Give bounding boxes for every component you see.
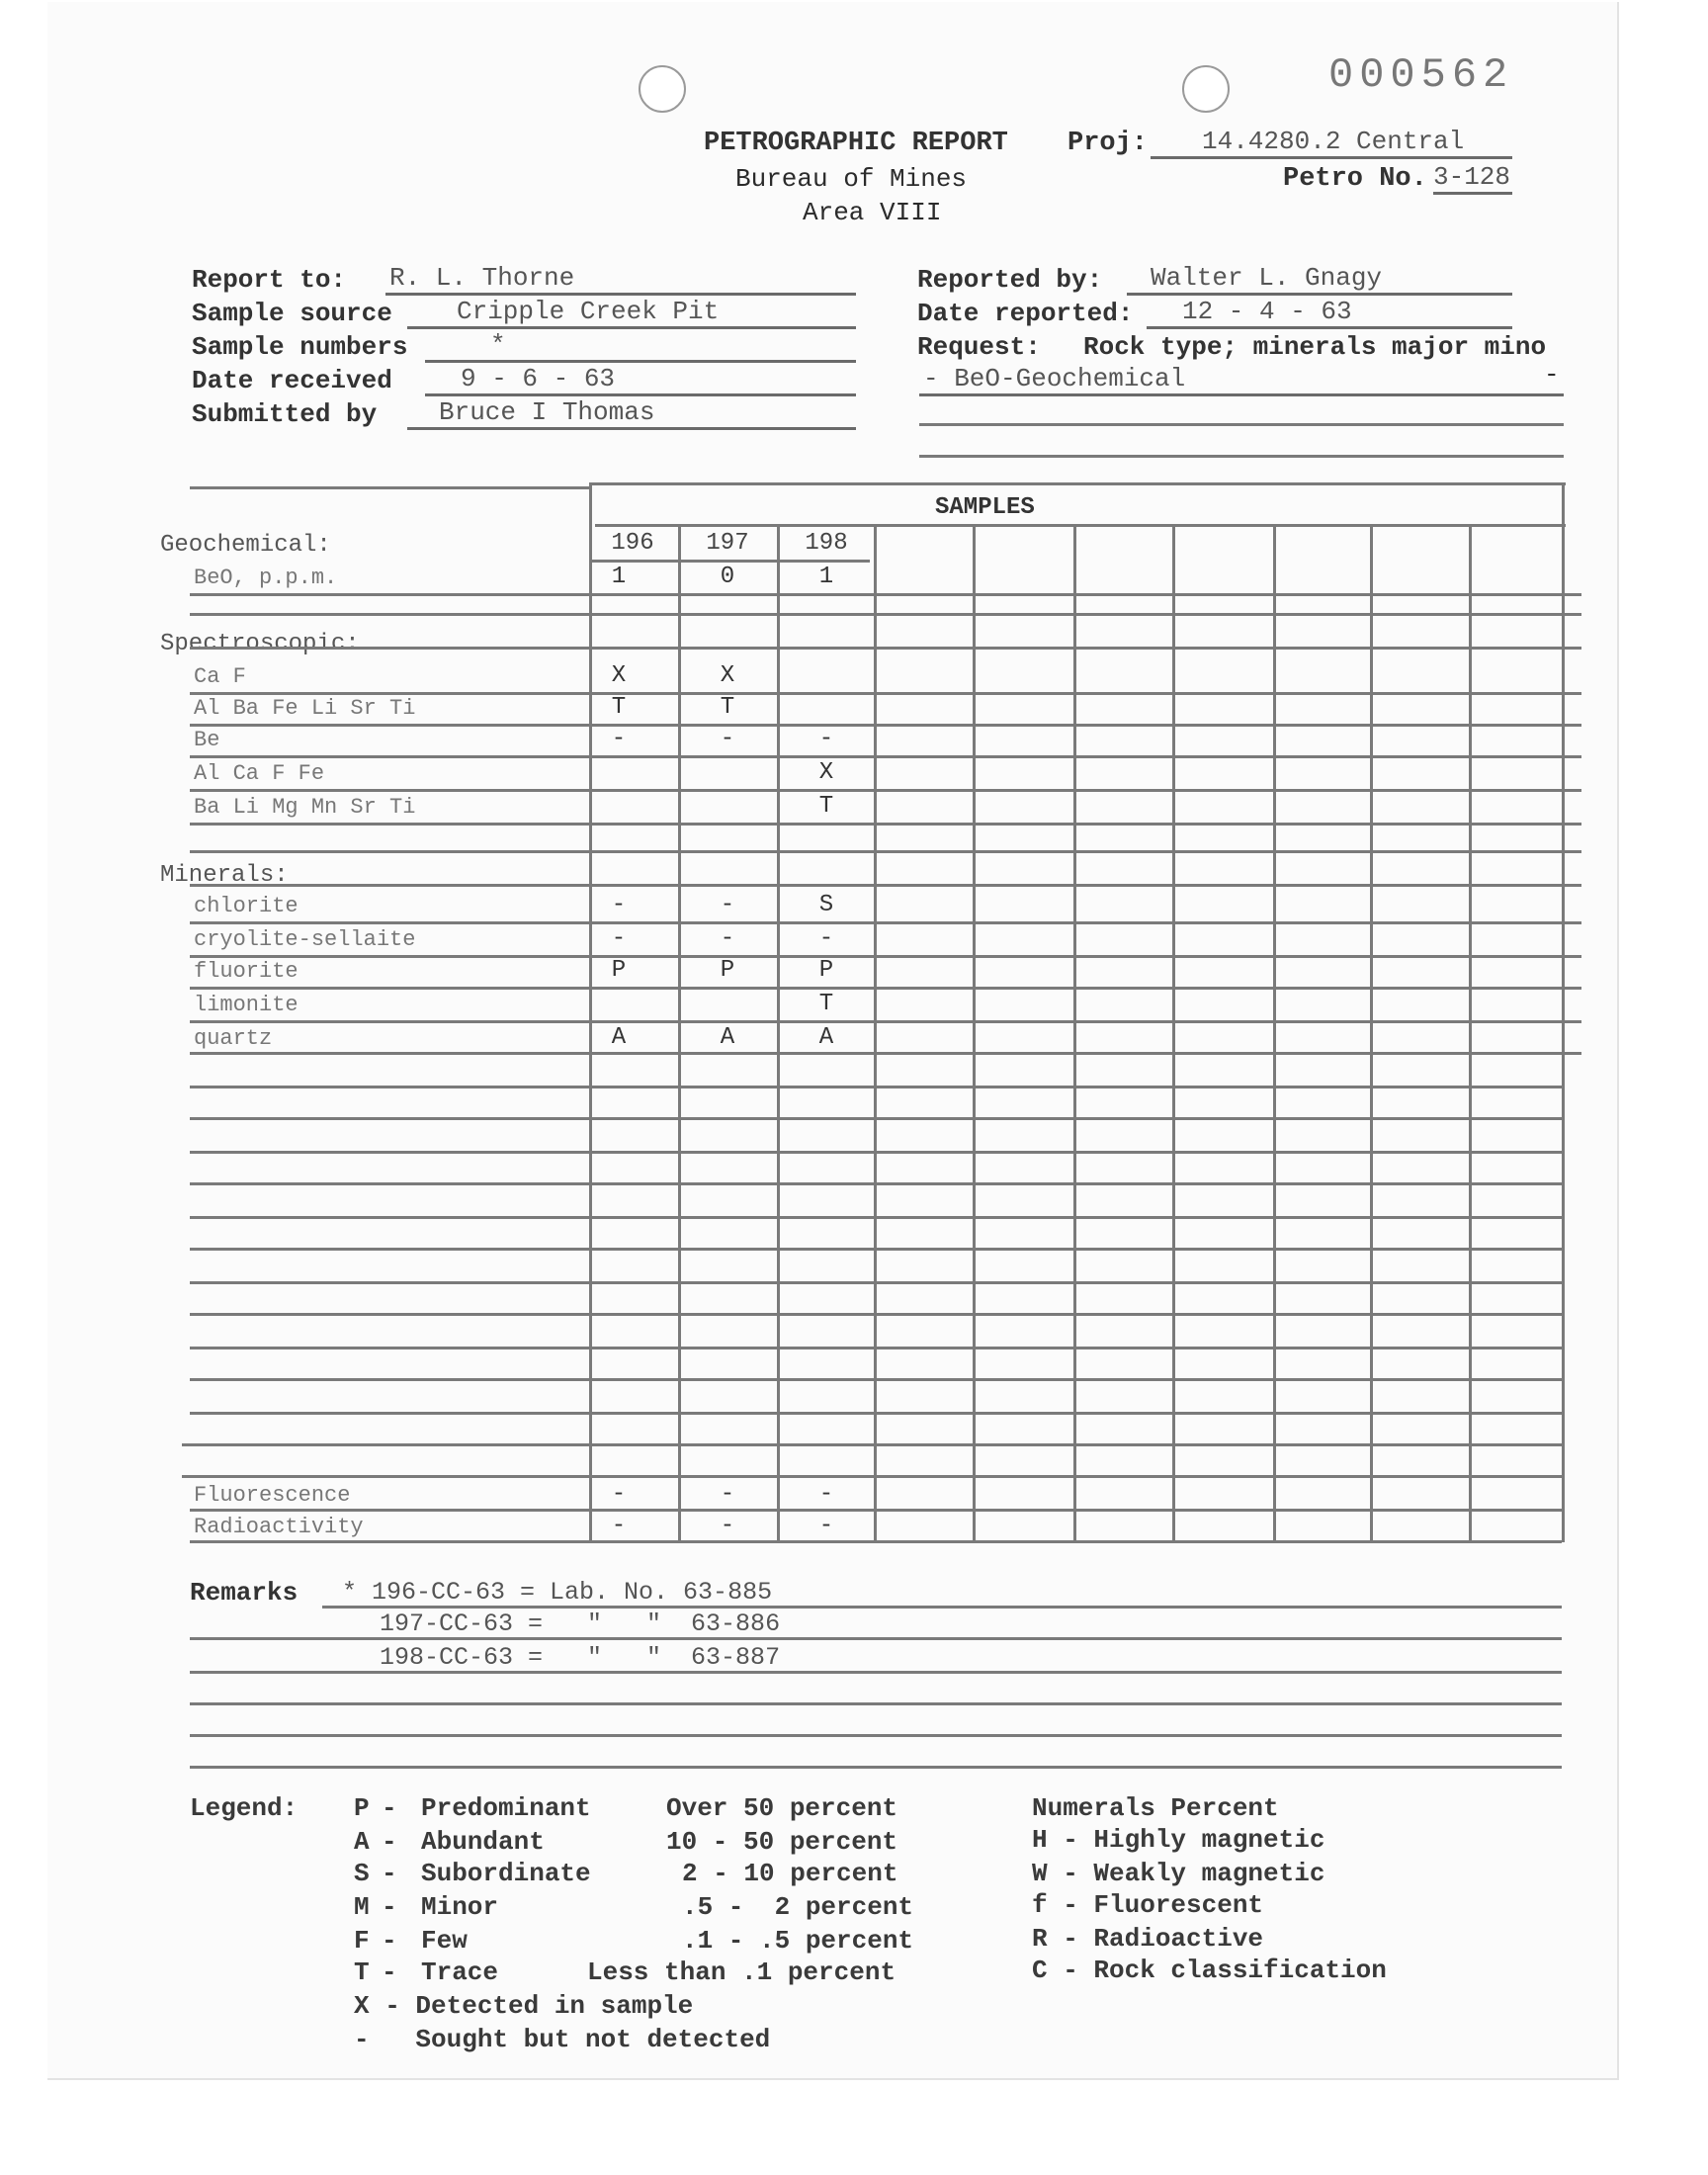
cell-be-196: - [611, 726, 627, 752]
request-line-3 [919, 423, 1564, 426]
row-label-limonite: limonite [194, 993, 299, 1017]
legend-range-p: Over 50 percent [666, 1793, 898, 1823]
cell-cryolite-197: - [720, 925, 735, 952]
row-label-caf: Ca F [194, 664, 246, 689]
legend-weakly-magnetic: W - Weakly magnetic [1032, 1859, 1325, 1888]
column-198: 198 [805, 530, 848, 557]
cell-albafe-197: T [720, 694, 735, 721]
cell-quartz-198: A [818, 1024, 834, 1051]
row-label-beo: BeO, p.p.m. [194, 566, 338, 590]
cell-chlorite-197: - [720, 892, 735, 918]
report-to-label: Report to: [192, 265, 347, 295]
row-label-quartz: quartz [194, 1026, 273, 1051]
cell-quartz-196: A [611, 1024, 627, 1051]
cell-radioactivity-198: - [818, 1513, 834, 1539]
cell-beo-198: 1 [818, 564, 834, 590]
stamp-number: 000562 [1328, 51, 1514, 99]
legend-numerals: Numerals Percent [1032, 1793, 1279, 1823]
legend-range-m: .5 - 2 percent [682, 1892, 914, 1922]
cell-chlorite-198: S [818, 892, 834, 918]
reported-by-value: Walter L. Gnagy [1127, 263, 1512, 296]
sample-numbers-value: * [425, 330, 856, 363]
sample-source-label: Sample source [192, 299, 392, 328]
legend-code-t: T [354, 1958, 370, 1987]
section-geochemical: Geochemical: [160, 532, 331, 559]
row-label-albafe: Al Ba Fe Li Sr Ti [194, 696, 416, 721]
column-197: 197 [706, 530, 749, 557]
row-label-balimg: Ba Li Mg Mn Sr Ti [194, 795, 416, 820]
cell-quartz-197: A [720, 1024, 735, 1051]
cell-fluorite-197: P [720, 957, 735, 984]
legend-name-a: Abundant [421, 1827, 545, 1857]
cell-albafe-196: T [611, 694, 627, 721]
request-label: Request: [917, 332, 1041, 362]
legend-range-s: 2 - 10 percent [682, 1859, 898, 1888]
cell-limonite-198: T [818, 991, 834, 1017]
submitted-by-label: Submitted by [192, 399, 378, 429]
row-label-cryolite: cryolite-sellaite [194, 927, 416, 952]
cell-cryolite-198: - [818, 925, 834, 952]
date-received-label: Date received [192, 366, 392, 395]
column-196: 196 [611, 530, 654, 557]
cell-be-197: - [720, 726, 735, 752]
legend-name-m: Minor [421, 1892, 499, 1922]
cell-balimg-198: T [818, 793, 834, 820]
section-spectroscopic: Spectroscopic: [160, 631, 360, 657]
cell-radioactivity-196: - [611, 1513, 627, 1539]
legend-name-p: Predominant [421, 1793, 591, 1823]
cell-caf-196: X [611, 662, 627, 689]
cell-beo-197: 0 [720, 564, 735, 590]
report-title: PETROGRAPHIC REPORT [704, 129, 1008, 158]
legend-range-t: Less than .1 percent [587, 1958, 897, 1987]
agency: Bureau of Mines [735, 164, 968, 194]
sample-numbers-label: Sample numbers [192, 332, 408, 362]
request-line-2: - BeO-Geochemical [919, 364, 1564, 396]
cell-be-198: - [818, 726, 834, 752]
legend-name-t: Trace [421, 1958, 499, 1987]
row-label-alcaffe: Al Ca F Fe [194, 761, 325, 786]
area: Area VIII [803, 198, 942, 227]
samples-header: SAMPLES [935, 494, 1035, 521]
request-line-1: Rock type; minerals major mino [1083, 332, 1547, 362]
date-reported-label: Date reported: [917, 299, 1134, 328]
request-line-2-end: - [1544, 360, 1560, 390]
cell-fluorescence-196: - [611, 1481, 627, 1508]
cell-fluorite-198: P [818, 957, 834, 984]
legend-dash-line: - Sought but not detected [354, 2025, 771, 2054]
sample-source-value: Cripple Creek Pit [407, 297, 856, 329]
cell-fluorescence-198: - [818, 1481, 834, 1508]
legend-code-a: A [354, 1827, 370, 1857]
date-reported-value: 12 - 4 - 63 [1147, 297, 1512, 329]
submitted-by-value: Bruce I Thomas [407, 397, 856, 430]
legend-code-m: M [354, 1892, 370, 1922]
cell-fluorite-196: P [611, 957, 627, 984]
remarks-line-1: * 196-CC-63 = Lab. No. 63-885 [342, 1578, 773, 1607]
punch-hole-left [639, 65, 686, 113]
cell-fluorescence-197: - [720, 1481, 735, 1508]
request-line-4 [919, 455, 1564, 458]
row-label-fluorite: fluorite [194, 959, 299, 984]
legend-fluorescent: f - Fluorescent [1032, 1890, 1264, 1920]
proj-value: 14.4280.2 Central [1151, 127, 1512, 159]
petro-value: 3-128 [1433, 162, 1512, 195]
report-to-value: R. L. Thorne [385, 263, 856, 296]
date-received-value: 9 - 6 - 63 [425, 364, 856, 396]
row-label-be: Be [194, 728, 220, 752]
legend-label: Legend: [190, 1793, 299, 1823]
legend-range-a: 10 - 50 percent [666, 1827, 898, 1857]
legend-rock-classification: C - Rock classification [1032, 1956, 1387, 1985]
cell-chlorite-196: - [611, 892, 627, 918]
legend-radioactive: R - Radioactive [1032, 1924, 1264, 1954]
legend-range-f: .1 - .5 percent [682, 1926, 914, 1956]
remarks-label: Remarks [190, 1578, 299, 1608]
legend-code-s: S [354, 1859, 370, 1888]
cell-caf-197: X [720, 662, 735, 689]
cell-radioactivity-197: - [720, 1513, 735, 1539]
cell-beo-196: 1 [611, 564, 627, 590]
row-label-fluorescence: Fluorescence [194, 1483, 351, 1508]
proj-label: Proj: [1068, 129, 1149, 158]
legend-name-f: Few [421, 1926, 468, 1956]
punch-hole-right [1182, 65, 1230, 113]
legend-x-line: X - Detected in sample [354, 1991, 694, 2021]
remarks-line-2: 197-CC-63 = " " 63-886 [380, 1610, 781, 1638]
remarks-line-3: 198-CC-63 = " " 63-887 [380, 1643, 781, 1672]
legend-code-p: P [354, 1793, 370, 1823]
cell-cryolite-196: - [611, 925, 627, 952]
legend-name-s: Subordinate [421, 1859, 591, 1888]
petro-label: Petro No. [1283, 164, 1427, 194]
legend-highly-magnetic: H - Highly magnetic [1032, 1825, 1325, 1855]
row-label-radioactivity: Radioactivity [194, 1515, 364, 1539]
section-minerals: Minerals: [160, 862, 289, 889]
reported-by-label: Reported by: [917, 265, 1103, 295]
cell-alcaffe-198: X [818, 759, 834, 786]
row-label-chlorite: chlorite [194, 894, 299, 918]
legend-code-f: F [354, 1926, 370, 1956]
